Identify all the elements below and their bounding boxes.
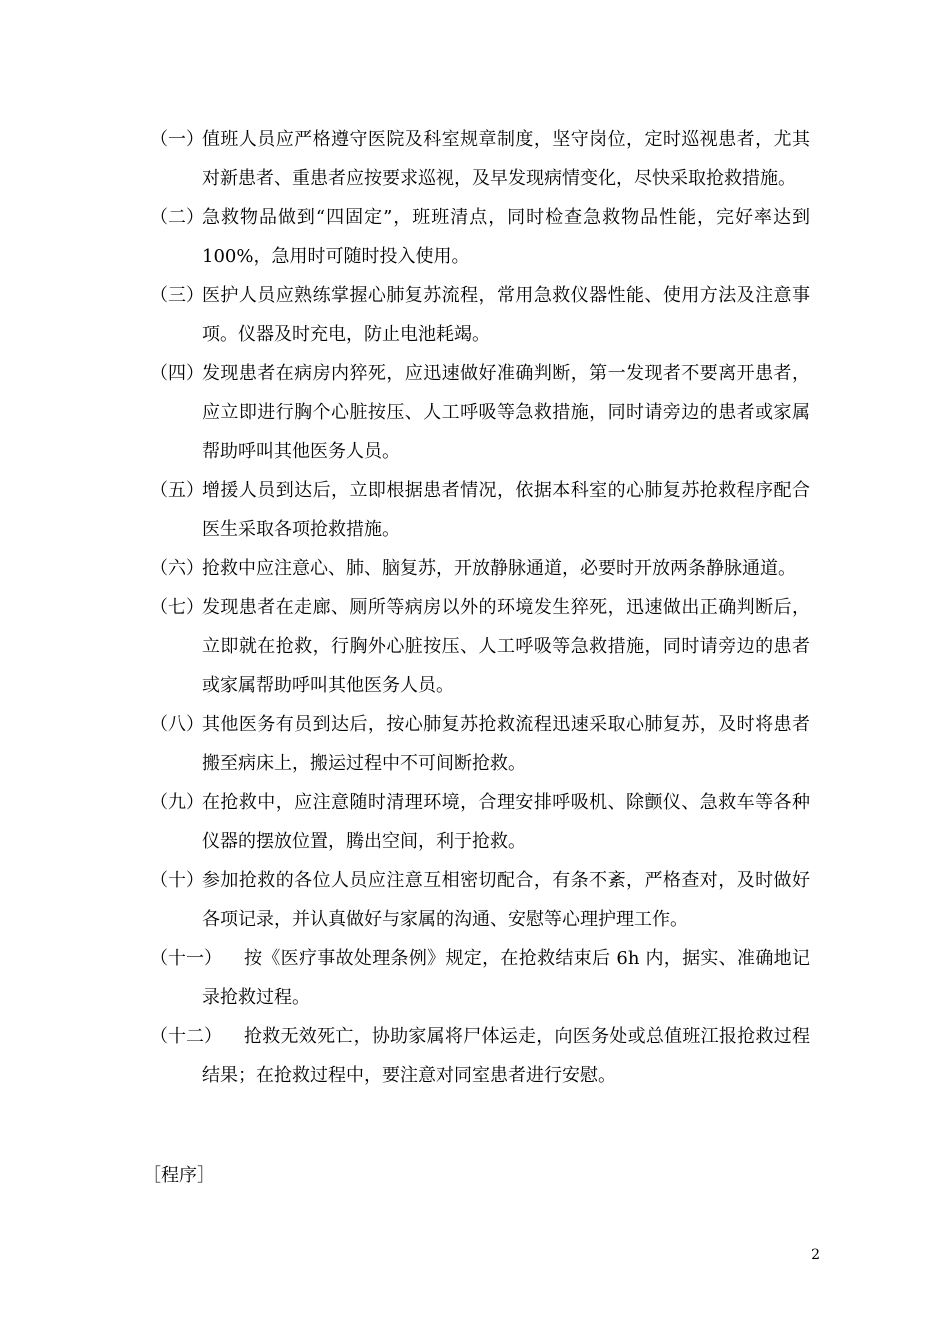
item-number: （四） [150, 363, 204, 384]
list-item [150, 939, 810, 1017]
list-item [150, 471, 810, 549]
item-number: （十） [150, 870, 204, 891]
item-text: 抢救无效死亡，协助家属将尸体运走，向医务处或总值班江报抢救过程结果；在抢救过程中，要注意对同室患者进行安慰。 [202, 1026, 810, 1086]
list-item [150, 588, 810, 705]
list-item [150, 549, 810, 588]
item-number: （十一） [150, 948, 222, 969]
list-item [150, 198, 810, 276]
item-text: 其他医务有员到达后，按心肺复苏抢救流程迅速采取心肺复苏，及时将患者搬至病床上，搬运过程中不可间断抢救。 [202, 714, 810, 774]
procedure-list [150, 120, 810, 1095]
list-item [150, 861, 810, 939]
item-text: 参加抢救的各位人员应注意互相密切配合，有条不紊，严格查对，及时做好各项记录，并认真做好与家属的沟通、安慰等心理护理工作。 [202, 870, 810, 930]
item-number: （七） [150, 597, 204, 618]
list-item [150, 276, 810, 354]
item-number: （八） [150, 714, 204, 735]
section-label: ［程序］ [143, 1165, 215, 1186]
item-number: （六） [150, 558, 204, 579]
item-number: （一） [150, 129, 204, 150]
item-number: （五） [150, 480, 204, 501]
item-text: 医护人员应熟练掌握心肺复苏流程，常用急救仪器性能、使用方法及注意事项。仪器及时充电，防止电池耗竭。 [202, 285, 810, 345]
item-number: （二） [150, 207, 204, 228]
item-text: 值班人员应严格遵守医院及科室规章制度，坚守岗位，定时巡视患者，尤其对新患者、重患者应按要求巡视，及早发现病情变化，尽快采取抢救措施。 [202, 129, 810, 189]
item-text: 在抢救中，应注意随时清理环境，合理安排呼吸机、除颤仪、急救车等各种仪器的摆放位置，腾出空间，利于抢救。 [202, 792, 810, 852]
item-text: 发现患者在病房内猝死，应迅速做好准确判断，第一发现者不要离开患者，应立即进行胸个心脏按压、人工呼吸等急救措施，同时请旁边的患者或家属帮助呼叫其他医务人员。 [202, 363, 810, 462]
list-item [150, 1017, 810, 1095]
item-text: 按《医疗事故处理条例》规定，在抢救结束后 6h 内，据实、准确地记录抢救过程。 [202, 948, 810, 1008]
page-number: 2 [811, 1247, 820, 1263]
list-item [150, 354, 810, 471]
item-number: （九） [150, 792, 204, 813]
list-item [150, 783, 810, 861]
item-text: 急救物品做到“四固定”，班班清点，同时检查急救物品性能，完好率达到 100%，急用时可随时投入使用。 [202, 207, 810, 267]
item-text: 增援人员到达后，立即根据患者情况，依据本科室的心肺复苏抢救程序配合医生采取各项抢救措施。 [202, 480, 810, 540]
list-item [150, 705, 810, 783]
item-text: 发现患者在走廊、厕所等病房以外的环境发生猝死，迅速做出正确判断后，立即就在抢救，行胸外心脏按压、人工呼吸等急救措施，同时请旁边的患者或家属帮助呼叫其他医务人员。 [202, 597, 810, 696]
item-text: 抢救中应注意心、肺、脑复苏，开放静脉通道，必要时开放两条静脉通道。 [202, 558, 796, 579]
item-number: （三） [150, 285, 204, 306]
item-number: （十二） [150, 1026, 222, 1047]
list-item [150, 120, 810, 198]
